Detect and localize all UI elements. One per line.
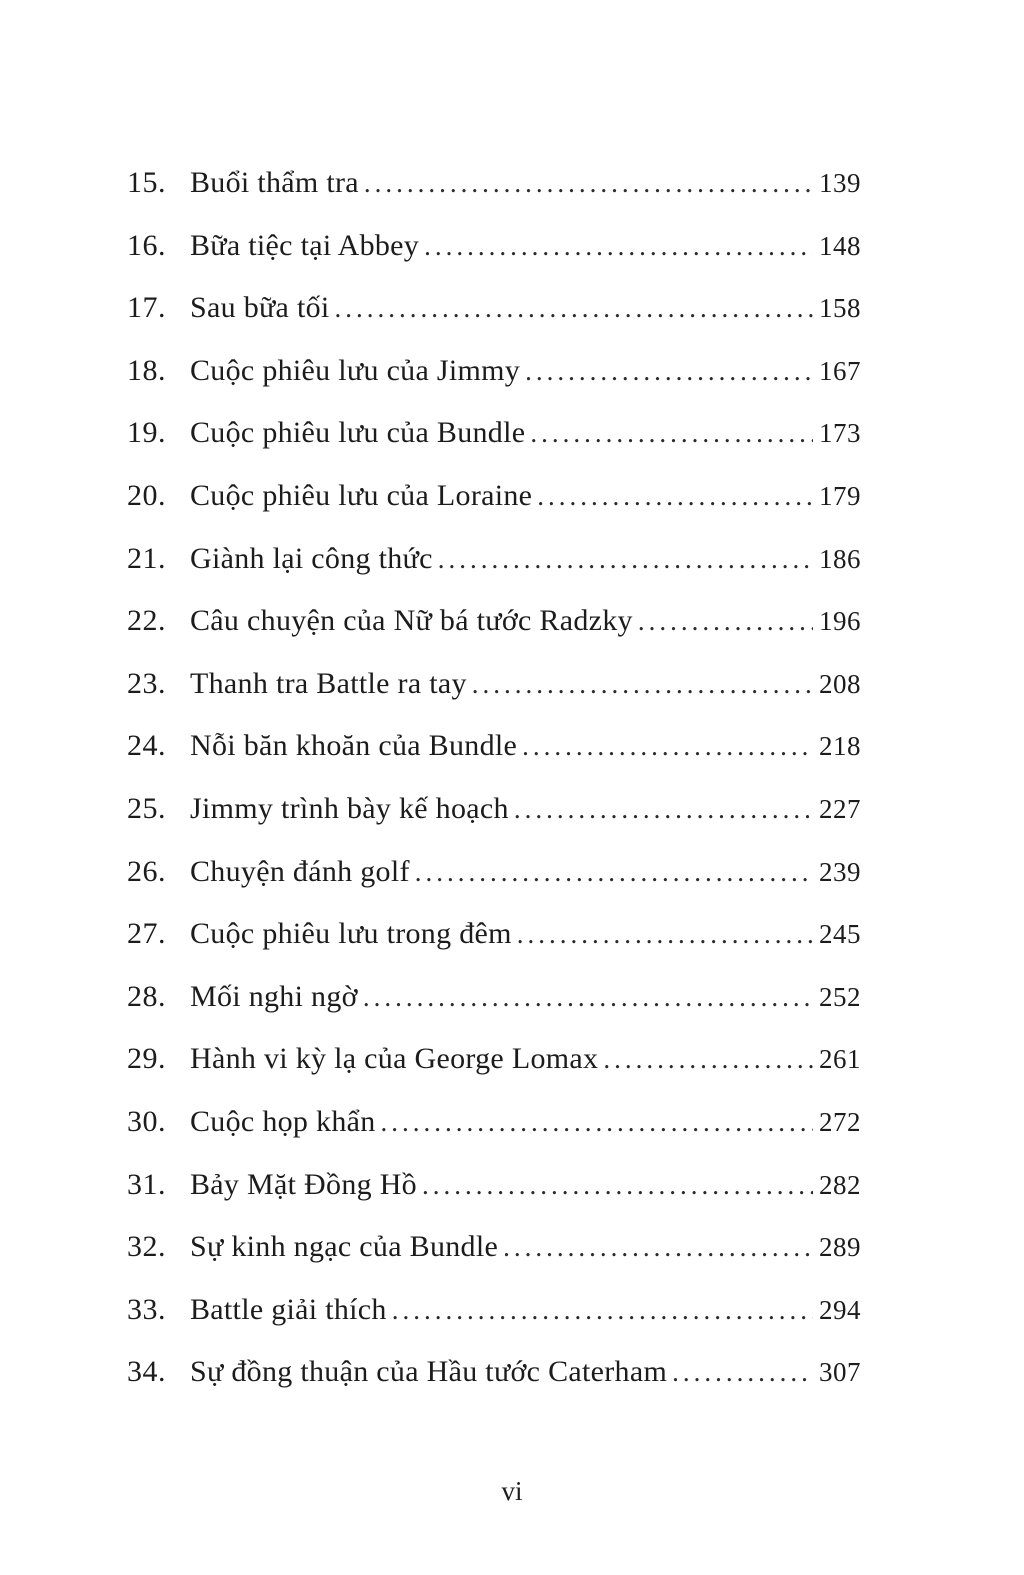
dot-leader: [381, 1107, 813, 1137]
chapter-page-number: 208: [819, 668, 861, 699]
dot-leader: [525, 356, 813, 386]
dot-leader: [517, 919, 813, 949]
chapter-page-number: 139: [819, 168, 861, 198]
chapter-number: 30.: [127, 1104, 166, 1138]
chapter-page-number: 218: [819, 731, 861, 762]
chapter-number: 22.: [127, 604, 166, 638]
chapter-number: 21.: [127, 541, 166, 575]
chapter-page-number: 294: [819, 1294, 861, 1325]
chapter-number: 15.: [127, 166, 166, 199]
chapter-title: Nỗi băn khoăn của Bundle: [190, 729, 518, 763]
toc-entry: [127, 478, 861, 512]
chapter-title: Câu chuyện của Nữ bá tước Radzky: [190, 604, 633, 638]
chapter-number: 17.: [127, 291, 166, 325]
dot-leader: [424, 231, 813, 261]
toc-entry: [127, 228, 861, 262]
chapter-number: 20.: [127, 478, 166, 512]
chapter-number: 27.: [127, 917, 166, 951]
chapter-title: Chuyện đánh golf: [190, 854, 410, 888]
dot-leader: [603, 1044, 813, 1074]
chapter-page-number: 227: [819, 793, 861, 824]
toc-entry: [127, 168, 861, 198]
toc-entry: [127, 1292, 861, 1326]
dot-leader: [638, 606, 813, 636]
toc-entry: [127, 293, 861, 323]
toc-entry: [127, 353, 861, 387]
dot-leader: [335, 293, 813, 323]
dot-leader: [514, 794, 813, 824]
chapter-number: 33.: [127, 1292, 166, 1326]
chapter-page-number: 158: [819, 293, 861, 324]
chapter-page-number: 167: [819, 355, 861, 386]
chapter-title: Bữa tiệc tại Abbey: [190, 228, 420, 262]
chapter-page-number: 307: [819, 1357, 861, 1388]
chapter-number: 31.: [127, 1167, 166, 1201]
chapter-page-number: 289: [819, 1232, 861, 1263]
toc-entry: [127, 1357, 861, 1387]
chapter-number: 29.: [127, 1042, 166, 1076]
toc-entry: [127, 541, 861, 575]
chapter-title: Thanh tra Battle ra tay: [190, 666, 467, 700]
chapter-page-number: 148: [819, 230, 861, 261]
chapter-number: 26.: [127, 854, 166, 888]
chapter-page-number: 186: [819, 543, 861, 574]
chapter-number: 16.: [127, 228, 166, 262]
chapter-page-number: 245: [819, 919, 861, 950]
folio-page-number: vi: [501, 1476, 523, 1506]
toc-entry: [127, 1044, 861, 1074]
chapter-page-number: 272: [819, 1106, 861, 1137]
dot-leader: [503, 1232, 813, 1262]
dot-leader: [415, 857, 813, 887]
chapter-number: 25.: [127, 791, 166, 825]
dot-leader: [537, 481, 813, 511]
chapter-title: Jimmy trình bày kế hoạch: [190, 791, 509, 825]
chapter-title: Cuộc họp khẩn: [190, 1104, 376, 1138]
toc-entry: [127, 791, 861, 825]
chapter-page-number: 179: [819, 480, 861, 511]
toc-entry: [127, 979, 861, 1013]
chapter-title: Hành vi kỳ lạ của George Lomax: [190, 1042, 599, 1076]
toc-entry: [127, 606, 861, 636]
chapter-number: 24.: [127, 729, 166, 763]
dot-leader: [392, 1295, 813, 1325]
chapter-title: Sự đồng thuận của Hầu tước Caterham: [190, 1355, 668, 1389]
chapter-title: Cuộc phiêu lưu trong đêm: [190, 917, 512, 951]
chapter-page-number: 282: [819, 1169, 861, 1200]
chapter-title: Battle giải thích: [190, 1292, 387, 1326]
toc-entry: [127, 919, 861, 949]
chapter-title: Cuộc phiêu lưu của Jimmy: [190, 353, 521, 387]
chapter-page-number: 261: [819, 1044, 861, 1075]
chapter-number: 23.: [127, 666, 166, 700]
page-footer: [0, 1476, 1024, 1507]
toc-entry: [127, 666, 861, 700]
toc-entry: [127, 1104, 861, 1138]
dot-leader: [672, 1357, 813, 1387]
chapter-title: Buổi thẩm tra: [190, 166, 359, 199]
chapter-page-number: 239: [819, 856, 861, 887]
chapter-number: 28.: [127, 979, 166, 1013]
chapter-title: Bảy Mặt Đồng Hồ: [190, 1167, 417, 1201]
toc-entry: [127, 1167, 861, 1201]
dot-leader: [422, 1170, 813, 1200]
dot-leader: [438, 544, 813, 574]
dot-leader: [364, 168, 813, 198]
toc-entry: [127, 854, 861, 888]
chapter-title: Cuộc phiêu lưu của Bundle: [190, 416, 526, 450]
chapter-number: 18.: [127, 353, 166, 387]
chapter-number: 19.: [127, 416, 166, 450]
chapter-title: Sự kinh ngạc của Bundle: [190, 1230, 499, 1264]
chapter-number: 34.: [127, 1355, 166, 1389]
dot-leader: [472, 669, 813, 699]
dot-leader: [530, 418, 813, 448]
chapter-title: Mối nghi ngờ: [190, 979, 358, 1013]
chapter-page-number: 173: [819, 418, 861, 449]
chapter-page-number: 252: [819, 981, 861, 1012]
dot-leader: [522, 731, 813, 761]
toc-entry: [127, 1232, 861, 1262]
chapter-title: Giành lại công thức: [190, 541, 433, 575]
toc-list: [127, 168, 861, 1420]
toc-entry: [127, 418, 861, 448]
chapter-title: Sau bữa tối: [190, 291, 330, 325]
dot-leader: [363, 982, 813, 1012]
chapter-number: 32.: [127, 1230, 166, 1264]
chapter-title: Cuộc phiêu lưu của Loraine: [190, 478, 533, 512]
chapter-page-number: 196: [819, 606, 861, 637]
toc-entry: [127, 731, 861, 761]
